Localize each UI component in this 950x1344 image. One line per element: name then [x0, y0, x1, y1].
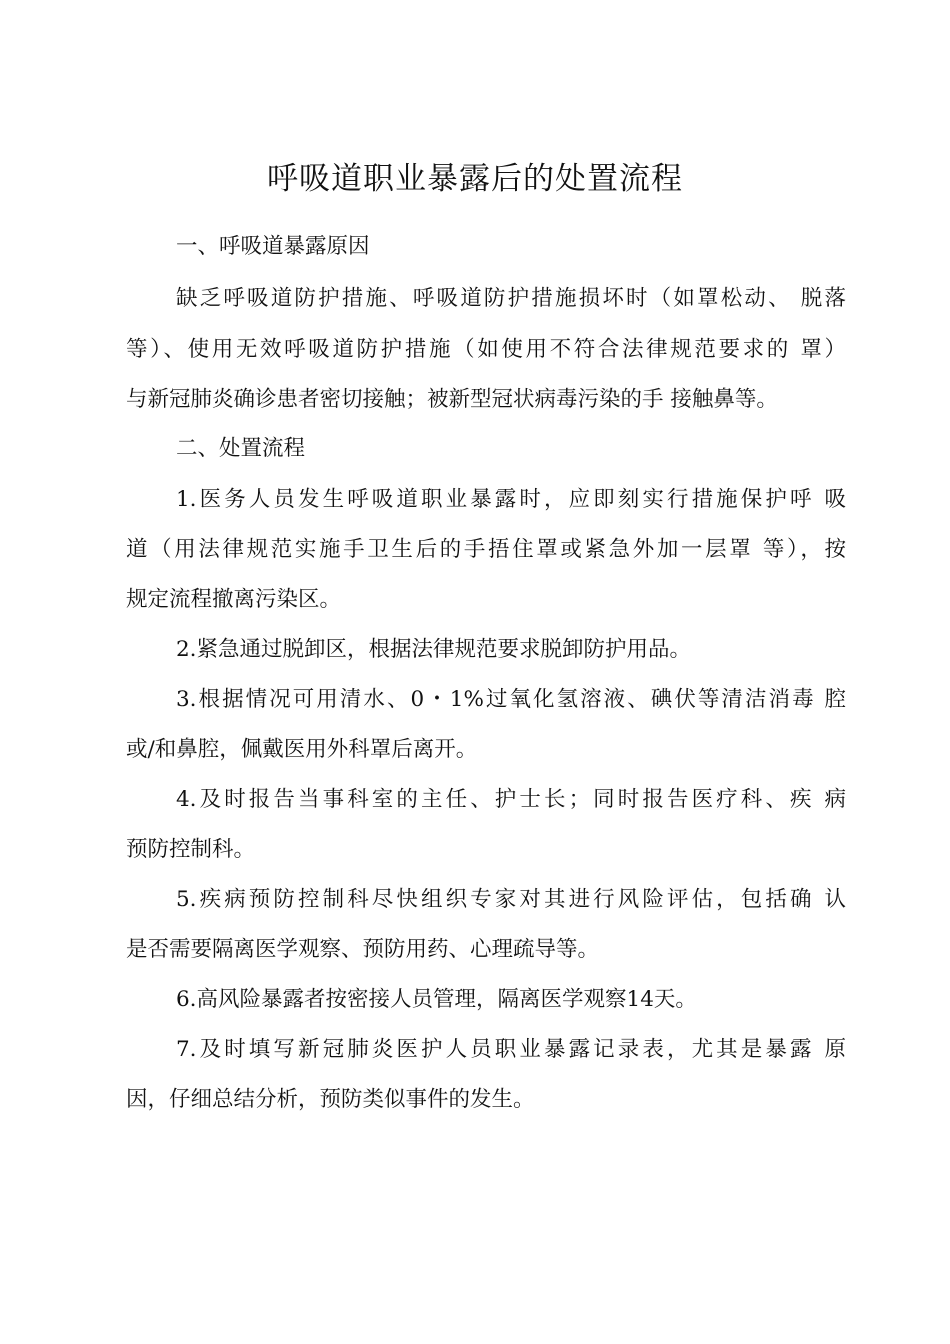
step-5-line: 是否需要隔离医学观察、预防用药、心理疏导等。 — [126, 937, 600, 962]
section-heading-exposure-causes: 一、呼吸道暴露原因 — [176, 234, 370, 259]
step-2-line: 2.紧急通过脱卸区，根据法律规范要求脱卸防护用品。 — [176, 637, 692, 662]
paragraph-line: 与新冠肺炎确诊患者密切接触；被新型冠状病毒污染的手 接触鼻等。 — [126, 387, 778, 412]
step-4-line: 4.及时报告当事科室的主任、护士长；同时报告医疗科、疾 病 — [176, 787, 846, 812]
step-7-line: 7.及时填写新冠肺炎医护人员职业暴露记录表，尤其是暴露 原 — [176, 1037, 846, 1062]
step-1-line: 规定流程撤离污染区。 — [126, 587, 342, 612]
step-3-line: 或/和鼻腔，佩戴医用外科罩后离开。 — [126, 737, 478, 762]
step-4-line: 预防控制科。 — [126, 837, 256, 862]
step-1-line: 1.医务人员发生呼吸道职业暴露时，应即刻实行措施保护呼 吸 — [176, 487, 846, 512]
paragraph-line: 等）、使用无效呼吸道防护措施（如使用不符合法律规范要求的 罩） — [126, 337, 846, 362]
step-7-line: 因，仔细总结分析，预防类似事件的发生。 — [126, 1087, 535, 1112]
document-title: 呼吸道职业暴露后的处置流程 — [267, 161, 683, 197]
section-heading-procedure: 二、处置流程 — [176, 436, 306, 461]
paragraph-line: 缺乏呼吸道防护措施、呼吸道防护措施损坏时（如罩松动、 脱落 — [176, 286, 846, 311]
step-3-line: 3.根据情况可用清水、0・1%过氧化氢溶液、碘伏等清洁消毒 腔 — [176, 687, 846, 712]
step-1-line: 道（用法律规范实施手卫生后的手捂住罩或紧急外加一层罩 等），按 — [126, 537, 846, 562]
step-6-line: 6.高风险暴露者按密接人员管理，隔离医学观察14天。 — [176, 987, 697, 1012]
step-5-line: 5.疾病预防控制科尽快组织专家对其进行风险评估，包括确 认 — [176, 887, 846, 912]
